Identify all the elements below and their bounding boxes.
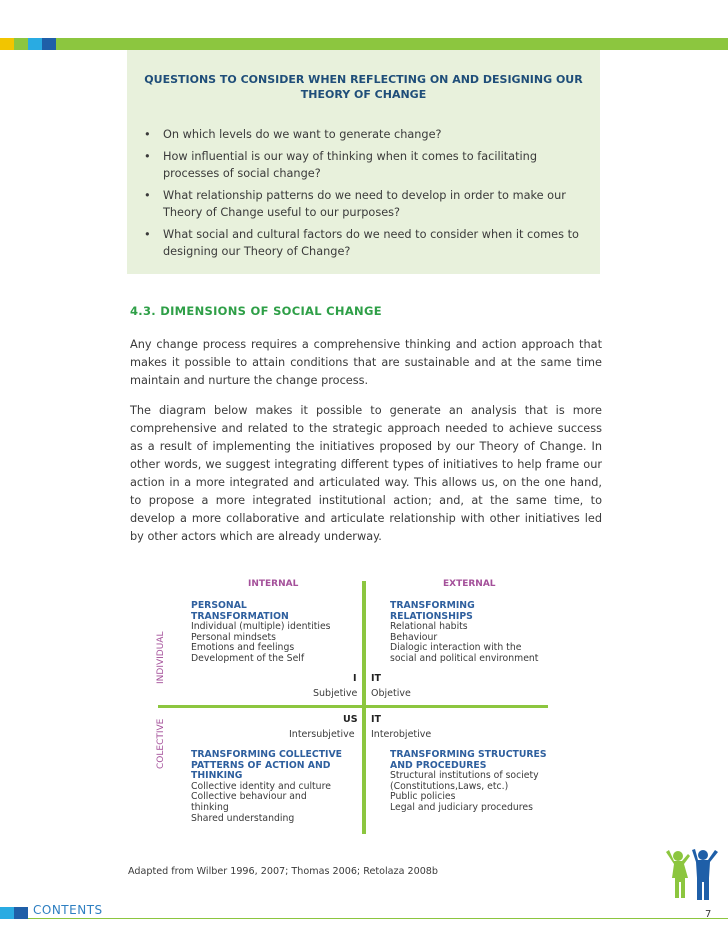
bottom-color-bar — [0, 907, 728, 921]
question-item: • What social and cultural factors do we need to consider when it comes to designing our Theory of Change? — [144, 228, 579, 258]
horizontal-axis — [158, 705, 548, 708]
paragraph-1: Any change process requires a comprehensive thinking and action approach that makes it possible to attain conditions that are sustainable and at the same time maintain and nurture the change process. — [130, 338, 602, 387]
light-blue-square — [28, 38, 42, 50]
label-us: US — [343, 714, 358, 725]
question-item: • What relationship patterns do we need to develop in order to make our Theory of Change useful to our purposes? — [144, 189, 566, 219]
question-item: • On which levels do we want to generate change? — [144, 128, 442, 141]
green-square — [14, 38, 28, 50]
contents-link[interactable]: CONTENTS — [33, 903, 103, 917]
questions-box — [127, 50, 600, 274]
source-caption: Adapted from Wilber 1996, 2007; Thomas 2006; Retolaza 2008b — [128, 866, 438, 877]
yellow-square — [0, 38, 14, 50]
individual-label: INDIVIDUAL — [156, 631, 166, 684]
page-number: 7 — [705, 909, 712, 920]
external-label: EXTERNAL — [443, 579, 496, 589]
quadrant-relationships: TRANSFORMING RELATIONSHIPS Relational habits Behaviour Dialogic interaction with the social and political environment — [390, 600, 539, 664]
light-blue-square — [0, 907, 14, 919]
quadrant-personal: PERSONAL TRANSFORMATION Individual (multiple) identities Personal mindsets Emotions and feelings Development of the Self — [191, 600, 331, 664]
people-icon — [662, 848, 720, 904]
label-intersubjetive: Intersubjetive — [289, 729, 355, 740]
label-i: I — [353, 673, 357, 684]
quadrant-structures: TRANSFORMING STRUCTURES AND PROCEDURES Structural institutions of society (Constitutions,Laws, etc.) Public policies Legal and judiciary procedures — [390, 749, 547, 813]
green-rule — [56, 38, 728, 50]
colective-label: COLECTIVE — [156, 718, 166, 769]
paragraph-2: The diagram below makes it possible to generate an analysis that is more comprehensive and related to the strategic approach needed to achieve success as a result of implementing the initiatives proposed by our Theory of Change. In other words, we suggest integrating different types of initiatives to help frame our action in a more integrated and articulated way. This allows us, on the one hand, to propose a more integrated institutional action; and, at the same time, to develop a more collaborative and articulate relationship with other initiatives led by other actors which are already underway. — [130, 404, 602, 543]
top-color-bar — [0, 38, 728, 50]
questions-box-title: QUESTIONS TO CONSIDER WHEN REFLECTING ON AND DESIGNING OUR THEORY OF CHANGE — [144, 73, 583, 101]
blue-square — [14, 907, 28, 919]
blue-square — [42, 38, 56, 50]
label-it-lower: IT — [371, 714, 382, 725]
green-rule — [28, 918, 728, 919]
label-objetive: Objetive — [371, 688, 411, 699]
label-subjetive: Subjetive — [313, 688, 358, 699]
questions-list — [140, 126, 590, 265]
label-it-upper: IT — [371, 673, 382, 684]
question-item: • How influential is our way of thinking when it comes to facilitating processes of social change? — [144, 150, 537, 180]
section-title: 4.3. DIMENSIONS OF SOCIAL CHANGE — [130, 304, 382, 318]
label-interobjetive: Interobjetive — [371, 729, 432, 740]
internal-label: INTERNAL — [248, 579, 299, 589]
quadrant-collective: TRANSFORMING COLLECTIVE PATTERNS OF ACTION AND THINKING Collective identity and culture Collective behaviour and thinking Shared understanding — [191, 749, 343, 824]
